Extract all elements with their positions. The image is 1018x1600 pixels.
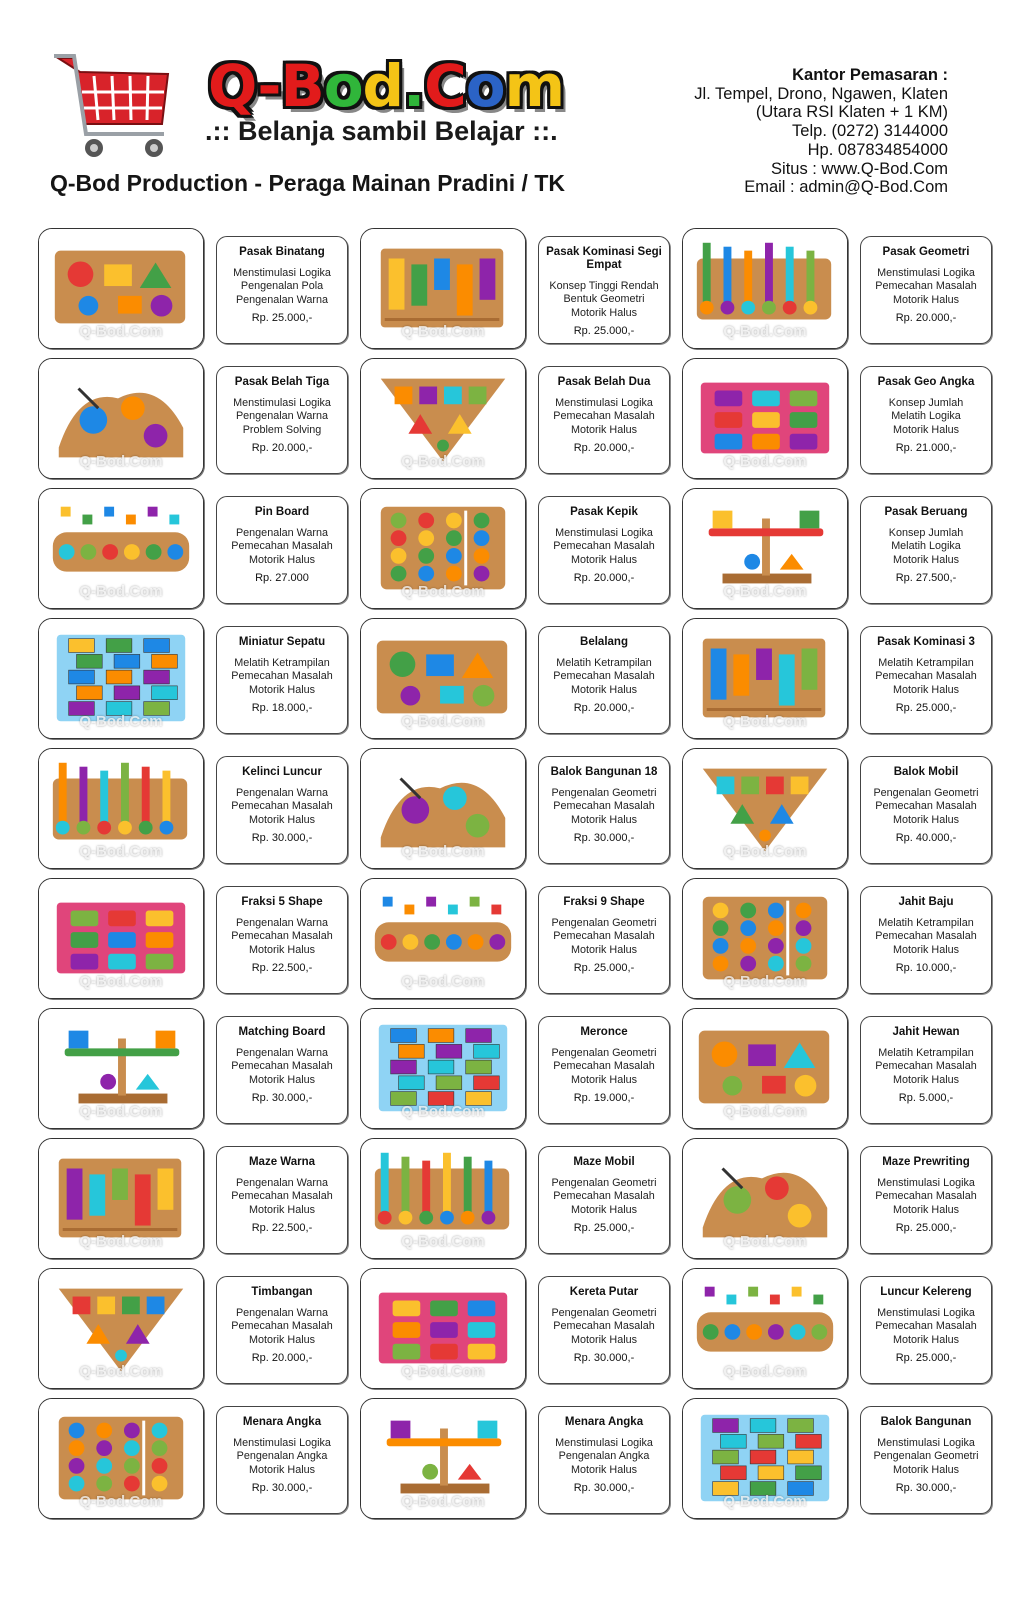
watermark: Q-Bod.Com bbox=[723, 1233, 807, 1250]
product-photo[interactable] bbox=[682, 1138, 848, 1259]
product-info-card bbox=[216, 626, 348, 734]
product-info-card bbox=[860, 756, 992, 864]
brand-letter: o bbox=[323, 52, 363, 120]
product-price: Rp. 20.000,- bbox=[895, 312, 957, 324]
brand-letter: Q bbox=[208, 52, 258, 120]
product-name: Balok Mobil bbox=[893, 765, 959, 778]
product-photo[interactable] bbox=[38, 1398, 204, 1519]
watermark: Q-Bod.Com bbox=[79, 973, 163, 990]
product-photo[interactable] bbox=[360, 618, 526, 739]
product-name: Pasak Geometri bbox=[882, 245, 970, 258]
product-price: Rp. 30.000,- bbox=[573, 832, 635, 844]
watermark: Q-Bod.Com bbox=[723, 583, 807, 600]
product-price: Rp. 25.000,- bbox=[251, 312, 313, 324]
product-grid bbox=[38, 228, 979, 1530]
product-photo[interactable] bbox=[682, 878, 848, 999]
product-photo[interactable] bbox=[38, 228, 204, 349]
product-photo[interactable] bbox=[38, 748, 204, 869]
product-price: Rp. 27.000 bbox=[255, 572, 309, 584]
product-description: Pengenalan Warna Pemecahan Masalah Motorik Halus bbox=[231, 1176, 333, 1216]
product-photo[interactable] bbox=[360, 878, 526, 999]
product-price: Rp. 25.000,- bbox=[573, 325, 635, 337]
product-price: Rp. 30.000,- bbox=[573, 1482, 635, 1494]
product-price: Rp. 30.000,- bbox=[251, 1092, 313, 1104]
contact-heading: Kantor Pemasaran : bbox=[792, 66, 948, 84]
brand-letter: . bbox=[403, 52, 425, 120]
product-photo[interactable] bbox=[360, 488, 526, 609]
product-description: Konsep Tinggi Rendah Bentuk Geometri Motorik Halus bbox=[549, 279, 659, 319]
product-photo[interactable] bbox=[360, 1268, 526, 1389]
product-name: Menara Angka bbox=[242, 1415, 322, 1428]
product-photo[interactable] bbox=[38, 1138, 204, 1259]
watermark: Q-Bod.Com bbox=[401, 1493, 485, 1510]
product-info-card bbox=[538, 756, 670, 864]
watermark: Q-Bod.Com bbox=[723, 973, 807, 990]
product-price: Rp. 22.500,- bbox=[251, 1222, 313, 1234]
brand-letter: - bbox=[257, 52, 281, 120]
product-photo[interactable] bbox=[38, 878, 204, 999]
product-info-card bbox=[538, 1276, 670, 1384]
product-photo[interactable] bbox=[682, 1008, 848, 1129]
watermark: Q-Bod.Com bbox=[79, 713, 163, 730]
product-name: Pasak Kominasi Segi Empat bbox=[546, 245, 662, 271]
watermark: Q-Bod.Com bbox=[723, 1493, 807, 1510]
product-info-card bbox=[860, 1146, 992, 1254]
contact-phone: Telp. (0272) 3144000 bbox=[792, 122, 948, 141]
product-description: Menstimulasi Logika Pemecahan Masalah Motorik Halus bbox=[875, 1306, 977, 1346]
watermark: Q-Bod.Com bbox=[723, 1363, 807, 1380]
product-info-card bbox=[538, 1146, 670, 1254]
tagline: .:: Belanja sambil Belajar ::. bbox=[205, 116, 558, 146]
brand-letter: m bbox=[504, 52, 564, 120]
product-name: Pasak Geo Angka bbox=[877, 375, 975, 388]
product-photo[interactable] bbox=[682, 1268, 848, 1389]
product-name: Belalang bbox=[580, 635, 628, 648]
product-photo[interactable] bbox=[682, 358, 848, 479]
product-description: Menstimulasi Logika Pengenalan Warna Problem Solving bbox=[233, 396, 331, 436]
contact-block bbox=[618, 66, 948, 197]
product-price: Rp. 27.500,- bbox=[895, 572, 957, 584]
product-description: Melatih Ketrampilan Pemecahan Masalah Motorik Halus bbox=[875, 1046, 977, 1086]
product-price: Rp. 10.000,- bbox=[895, 962, 957, 974]
product-info-card bbox=[216, 1016, 348, 1124]
product-name: Balok Bangunan bbox=[880, 1415, 972, 1428]
product-name: Menara Angka bbox=[564, 1415, 644, 1428]
product-info-card bbox=[538, 626, 670, 734]
watermark: Q-Bod.Com bbox=[401, 323, 485, 340]
product-name: Maze Prewriting bbox=[882, 1155, 970, 1168]
product-info-card bbox=[538, 1406, 670, 1514]
product-name: Timbangan bbox=[251, 1285, 313, 1298]
product-photo[interactable] bbox=[682, 748, 848, 869]
product-info-card bbox=[216, 366, 348, 474]
contact-mobile: Hp. 087834854000 bbox=[807, 140, 948, 159]
product-photo[interactable] bbox=[38, 1008, 204, 1129]
product-info-card bbox=[216, 886, 348, 994]
product-price: Rp. 30.000,- bbox=[895, 1482, 957, 1494]
product-price: Rp. 20.000,- bbox=[251, 1352, 313, 1364]
product-info-card bbox=[216, 1406, 348, 1514]
product-photo[interactable] bbox=[360, 228, 526, 349]
watermark: Q-Bod.Com bbox=[401, 1233, 485, 1250]
contact-email[interactable]: Email : admin@Q-Bod.Com bbox=[744, 178, 948, 197]
product-photo[interactable] bbox=[38, 618, 204, 739]
product-description: Menstimulasi Logika Pengenalan Angka Motorik Halus bbox=[233, 1436, 331, 1476]
product-name: Maze Mobil bbox=[573, 1155, 635, 1168]
brand-title bbox=[208, 52, 564, 120]
product-price: Rp. 20.000,- bbox=[573, 572, 635, 584]
product-name: Matching Board bbox=[238, 1025, 326, 1038]
product-price: Rp. 25.000,- bbox=[573, 1222, 635, 1234]
product-name: Pasak Kominasi 3 bbox=[877, 635, 975, 648]
product-info-card bbox=[860, 1276, 992, 1384]
product-name: Luncur Kelereng bbox=[880, 1285, 972, 1298]
brand-letter: B bbox=[280, 52, 324, 120]
product-description: Pengenalan Warna Pemecahan Masalah Motorik Halus bbox=[231, 526, 333, 566]
product-description: Melatih Ketrampilan Pemecahan Masalah Motorik Halus bbox=[231, 656, 333, 696]
product-description: Melatih Ketrampilan Pemecahan Masalah Motorik Halus bbox=[875, 916, 977, 956]
product-photo[interactable] bbox=[360, 1008, 526, 1129]
product-description: Melatih Ketrampilan Pemecahan Masalah Motorik Halus bbox=[553, 656, 655, 696]
product-name: Pasak Belah Tiga bbox=[234, 375, 330, 388]
product-description: Pengenalan Warna Pemecahan Masalah Motorik Halus bbox=[231, 1306, 333, 1346]
product-name: Pasak Binatang bbox=[239, 245, 325, 258]
product-description: Menstimulasi Logika Pemecahan Masalah Motorik Halus bbox=[875, 1176, 977, 1216]
product-info-card bbox=[860, 626, 992, 734]
watermark: Q-Bod.Com bbox=[723, 1103, 807, 1120]
product-price: Rp. 30.000,- bbox=[573, 1352, 635, 1364]
product-price: Rp. 30.000,- bbox=[251, 832, 313, 844]
product-description: Menstimulasi Logika Pengenalan Angka Motorik Halus bbox=[555, 1436, 653, 1476]
product-description: Pengenalan Geometri Pemecahan Masalah Motorik Halus bbox=[551, 1306, 657, 1346]
product-info-card bbox=[538, 366, 670, 474]
product-info-card bbox=[860, 496, 992, 604]
contact-address-line2: (Utara RSI Klaten + 1 KM) bbox=[755, 103, 948, 122]
product-price: Rp. 20.000,- bbox=[573, 702, 635, 714]
contact-address-line1: Jl. Tempel, Drono, Ngawen, Klaten bbox=[694, 84, 948, 103]
watermark: Q-Bod.Com bbox=[401, 1363, 485, 1380]
watermark: Q-Bod.Com bbox=[79, 453, 163, 470]
watermark: Q-Bod.Com bbox=[401, 973, 485, 990]
product-price: Rp. 30.000,- bbox=[251, 1482, 313, 1494]
product-photo[interactable] bbox=[682, 618, 848, 739]
watermark: Q-Bod.Com bbox=[401, 1103, 485, 1120]
production-title: Q-Bod Production - Peraga Mainan Pradini / TK bbox=[50, 170, 565, 196]
watermark: Q-Bod.Com bbox=[79, 1493, 163, 1510]
product-info-card bbox=[538, 1016, 670, 1124]
product-photo[interactable] bbox=[38, 358, 204, 479]
watermark: Q-Bod.Com bbox=[401, 713, 485, 730]
watermark: Q-Bod.Com bbox=[401, 583, 485, 600]
product-info-card bbox=[538, 886, 670, 994]
product-price: Rp. 20.000,- bbox=[573, 442, 635, 454]
product-description: Melatih Ketrampilan Pemecahan Masalah Motorik Halus bbox=[875, 656, 977, 696]
product-name: Kereta Putar bbox=[569, 1285, 639, 1298]
watermark: Q-Bod.Com bbox=[79, 1363, 163, 1380]
product-description: Pengenalan Geometri Pemecahan Masalah Motorik Halus bbox=[873, 786, 979, 826]
product-info-card bbox=[216, 496, 348, 604]
product-info-card bbox=[860, 1016, 992, 1124]
product-info-card bbox=[216, 236, 348, 344]
watermark: Q-Bod.Com bbox=[79, 1103, 163, 1120]
product-description: Pengenalan Warna Pemecahan Masalah Motorik Halus bbox=[231, 786, 333, 826]
product-name: Pin Board bbox=[254, 505, 310, 518]
watermark: Q-Bod.Com bbox=[79, 323, 163, 340]
watermark: Q-Bod.Com bbox=[723, 843, 807, 860]
product-info-card bbox=[860, 1406, 992, 1514]
brand-letter: d bbox=[362, 52, 404, 120]
product-photo[interactable] bbox=[360, 748, 526, 869]
product-photo[interactable] bbox=[38, 488, 204, 609]
watermark: Q-Bod.Com bbox=[79, 843, 163, 860]
product-photo[interactable] bbox=[682, 1398, 848, 1519]
watermark: Q-Bod.Com bbox=[79, 583, 163, 600]
product-price: Rp. 40.000,- bbox=[895, 832, 957, 844]
product-description: Menstimulasi Logika Pengenalan Geometri Motorik Halus bbox=[873, 1436, 979, 1476]
product-name: Pasak Belah Dua bbox=[557, 375, 651, 388]
product-info-card bbox=[860, 886, 992, 994]
product-description: Pengenalan Geometri Pemecahan Masalah Motorik Halus bbox=[551, 916, 657, 956]
brand-letter: o bbox=[465, 52, 505, 120]
product-info-card bbox=[860, 236, 992, 344]
shopping-cart-icon bbox=[50, 48, 180, 166]
product-price: Rp. 18.000,- bbox=[251, 702, 313, 714]
product-name: Pasak Beruang bbox=[884, 505, 968, 518]
product-name: Balok Bangunan 18 bbox=[550, 765, 658, 778]
product-info-card bbox=[216, 756, 348, 864]
product-name: Fraksi 9 Shape bbox=[563, 895, 645, 908]
watermark: Q-Bod.Com bbox=[723, 453, 807, 470]
product-description: Menstimulasi Logika Pemecahan Masalah Motorik Halus bbox=[553, 526, 655, 566]
watermark: Q-Bod.Com bbox=[723, 323, 807, 340]
product-name: Jahit Baju bbox=[898, 895, 954, 908]
product-photo[interactable] bbox=[360, 358, 526, 479]
contact-website[interactable]: Situs : www.Q-Bod.Com bbox=[771, 159, 948, 178]
product-price: Rp. 25.000,- bbox=[895, 1352, 957, 1364]
product-photo[interactable] bbox=[38, 1268, 204, 1389]
product-name: Maze Warna bbox=[248, 1155, 316, 1168]
product-description: Menstimulasi Logika Pemecahan Masalah Motorik Halus bbox=[553, 396, 655, 436]
brand-text bbox=[208, 52, 564, 120]
product-description: Menstimulasi Logika Pengenalan Pola Pengenalan Warna bbox=[233, 266, 331, 306]
product-price: Rp. 25.000,- bbox=[895, 1222, 957, 1234]
watermark: Q-Bod.Com bbox=[79, 1233, 163, 1250]
watermark: Q-Bod.Com bbox=[723, 713, 807, 730]
brand-letter: C bbox=[424, 52, 466, 120]
product-price: Rp. 25.000,- bbox=[573, 962, 635, 974]
product-name: Miniatur Sepatu bbox=[238, 635, 326, 648]
product-info-card bbox=[216, 1146, 348, 1254]
product-photo[interactable] bbox=[360, 1138, 526, 1259]
product-description: Pengenalan Warna Pemecahan Masalah Motorik Halus bbox=[231, 1046, 333, 1086]
product-info-card bbox=[860, 366, 992, 474]
product-name: Meronce bbox=[580, 1025, 628, 1038]
product-description: Konsep Jumlah Melatih Logika Motorik Halus bbox=[888, 526, 964, 566]
product-info-card bbox=[538, 236, 670, 344]
product-price: Rp. 22.500,- bbox=[251, 962, 313, 974]
watermark: Q-Bod.Com bbox=[401, 453, 485, 470]
product-description: Pengenalan Geometri Pemecahan Masalah Motorik Halus bbox=[551, 786, 657, 826]
product-description: Pengenalan Geometri Pemecahan Masalah Motorik Halus bbox=[551, 1046, 657, 1086]
product-price: Rp. 25.000,- bbox=[895, 702, 957, 714]
product-price: Rp. 20.000,- bbox=[251, 442, 313, 454]
product-name: Kelinci Luncur bbox=[242, 765, 322, 778]
product-photo[interactable] bbox=[360, 1398, 526, 1519]
product-photo[interactable] bbox=[682, 228, 848, 349]
product-info-card bbox=[216, 1276, 348, 1384]
product-price: Rp. 5.000,- bbox=[898, 1092, 954, 1104]
product-description: Pengenalan Geometri Pemecahan Masalah Motorik Halus bbox=[551, 1176, 657, 1216]
product-description: Pengenalan Warna Pemecahan Masalah Motorik Halus bbox=[231, 916, 333, 956]
product-name: Fraksi 5 Shape bbox=[241, 895, 323, 908]
product-name: Pasak Kepik bbox=[570, 505, 638, 518]
product-name: Jahit Hewan bbox=[892, 1025, 960, 1038]
product-description: Menstimulasi Logika Pemecahan Masalah Motorik Halus bbox=[875, 266, 977, 306]
product-info-card bbox=[538, 496, 670, 604]
header bbox=[0, 0, 1018, 220]
product-photo[interactable] bbox=[682, 488, 848, 609]
product-price: Rp. 19.000,- bbox=[573, 1092, 635, 1104]
product-price: Rp. 21.000,- bbox=[895, 442, 957, 454]
product-description: Konsep Jumlah Melatih Logika Motorik Halus bbox=[888, 396, 964, 436]
watermark: Q-Bod.Com bbox=[401, 843, 485, 860]
